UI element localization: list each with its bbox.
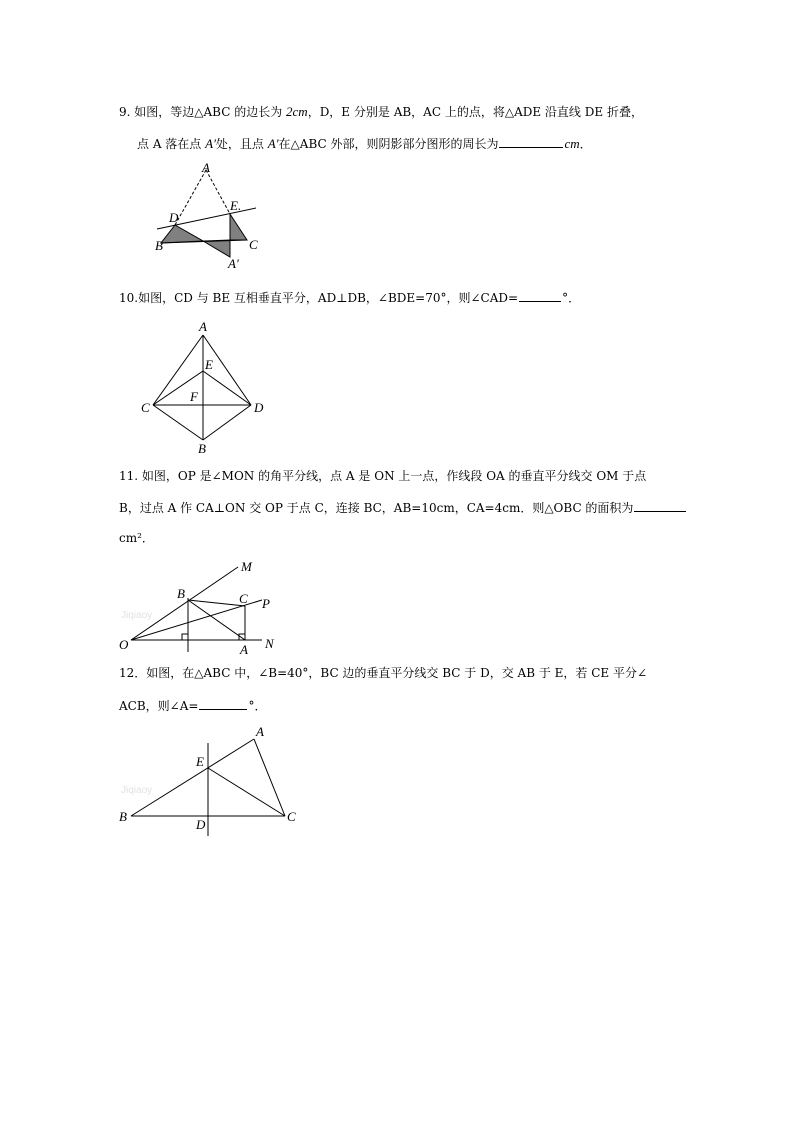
q10-end: °．: [562, 291, 581, 305]
q12-label-a: A: [256, 724, 264, 739]
q11-label-a: A: [240, 642, 248, 657]
q11-label-p: P: [262, 596, 270, 611]
q10-label-f: F: [190, 389, 198, 404]
q12-end: °．: [248, 699, 267, 713]
q10-text: 10.如图，CD 与 BE 互相垂直平分，AD⊥DB，∠BDE=70°，则∠CAD=: [119, 291, 519, 305]
q10-label-e: E: [205, 357, 213, 372]
q11-unit: cm²．: [119, 531, 154, 545]
q11-label-m: M: [241, 559, 252, 574]
q9-unit: cm: [564, 136, 580, 151]
q12-seg-ba: [131, 739, 254, 816]
q10-label-a: A: [199, 319, 207, 334]
q10-label-d: D: [254, 400, 264, 415]
q12-label-b: B: [119, 809, 127, 824]
q11-label-n: N: [265, 636, 274, 651]
q9-text: 9. 如图，等边△ABC 的边长为: [119, 105, 287, 119]
q11-watermark: Jiqiaoy: [121, 610, 153, 621]
q12-text-2: ACB，则∠A=: [119, 699, 199, 713]
q9-point-aprime-2: A′: [267, 136, 279, 151]
q9-text-3: 点 A 落在点: [137, 137, 206, 151]
q11-text: 11. 如图，OP 是∠MON 的角平分线，点 A 是 ON 上一点，作线段 OA 的垂直平分线交 OM 于点: [119, 469, 647, 483]
q12-label-d: D: [196, 817, 206, 832]
q9-end: ．: [579, 137, 592, 151]
q9-label-b: B: [155, 238, 163, 253]
q12-label-e: E: [196, 754, 204, 769]
q10-label-b: B: [198, 441, 206, 456]
q9-label-aprime: A′: [228, 256, 239, 271]
q10-label-c: C: [141, 400, 150, 415]
q11-label-c: C: [239, 591, 248, 606]
q9-label-d: D: [169, 210, 179, 225]
q9-label-c: C: [249, 237, 258, 252]
q9-label-a: A: [202, 160, 210, 175]
q9-unit-cm: 2cm: [286, 104, 308, 119]
q12-seg-ce: [208, 768, 285, 816]
q9-text-2: ，D，E 分别是 AB，AC 上的点，将△ADE 沿直线 DE 折叠，: [307, 105, 643, 119]
q11-text-2: B，过点 A 作 CA⊥ON 交 OP 于点 C，连接 BC，AB=10cm，CA=4cm．则△OBC 的面积为: [119, 501, 634, 515]
q12-text: 12．如图，在△ABC 中，∠B=40°，BC 边的垂直平分线交 BC 于 D，交 AB 于 E，若 CE 平分∠: [119, 666, 648, 680]
q12-seg-ac: [254, 739, 285, 816]
q9-label-e: E.: [230, 198, 242, 213]
q12-label-c: C: [287, 809, 296, 824]
q11-label-o: O: [119, 637, 129, 652]
q12-watermark: Jiqiaoy: [121, 785, 153, 796]
q9-text-5: 在△ABC 外部，则阴影部分图形的周长为: [278, 137, 499, 151]
q9-text-4: 处，且点: [215, 137, 268, 151]
q9-point-aprime: A′: [205, 136, 216, 151]
q11-label-b: B: [177, 586, 185, 601]
